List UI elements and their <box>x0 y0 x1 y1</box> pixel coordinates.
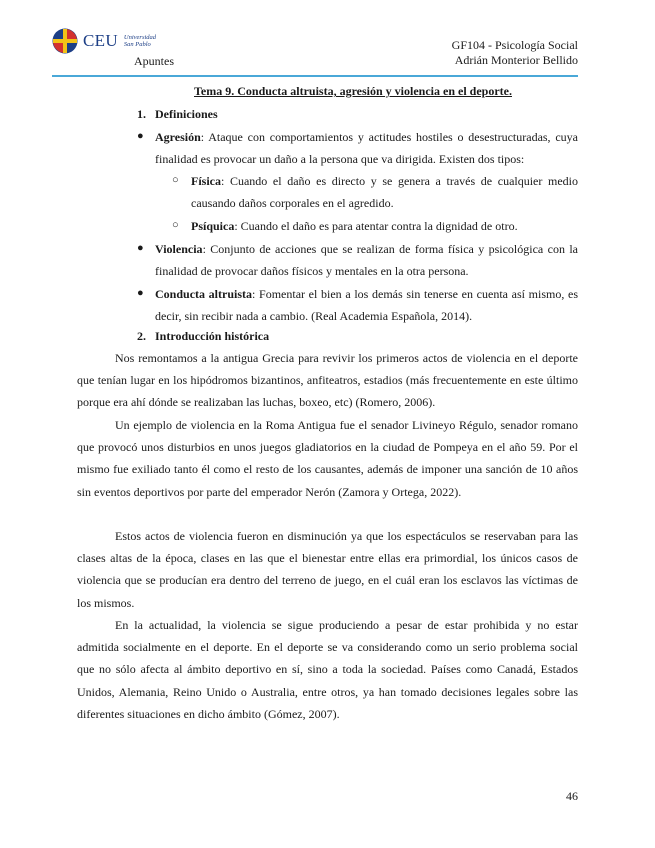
header-apuntes-label: Apuntes <box>134 54 174 68</box>
header-right-block <box>452 38 578 68</box>
definition-agresion <box>155 126 578 170</box>
paragraph-grecia: Nos remontamos a la antigua Grecia para revivir los primeros actos de violencia en el deporte que tenían lugar en los hipódromos bizantinos, anfiteatros, estadios (más frecuentemente en este último porque era ahí dónde se realizaban las luchas, boxeo, etc) (Romero, 2006). <box>77 351 578 410</box>
ceu-logo <box>52 28 156 54</box>
logo-sub-line-1: Universidad <box>123 34 157 41</box>
bullet-icon: ● <box>137 242 144 254</box>
text-agresion: : Ataque con comportamientos y actitudes hostiles o desestructuradas, cuya finalidad es provocar un daño a la persona que va dirigida. Existen dos tipos: <box>155 130 578 166</box>
paragraph-roma: Un ejemplo de violencia en la Roma Antigua fue el senador Livineyo Régulo, senador romano que provocó unos disturbios en unos juegos gladiatorios en la ciudad de Pompeya en el año 59. Por el mismo fue exiliado tanto él como el resto de los causantes, además de imponer una sanción de 10 años sin eventos deportivos por parte del emperador Nerón (Zamora y Ortega, 2022). <box>77 418 578 499</box>
definition-fisica <box>191 170 578 214</box>
paragraph-actualidad: En la actualidad, la violencia se sigue produciendo a pesar de estar prohibida y no estar admitida socialmente en el deporte. En el deporte se va considerando como un serio problema social que no sólo afecta al ámbito deportivo en sí, sino a toda la sociedad. Países como Canadá, Estados Unidos, Alemania, Reino Unido o Australia, entre otros, ya han tomado decisiones legales sobre las diferentes situaciones en dicho ámbito (Gómez, 2007). <box>77 618 578 721</box>
term-violencia: Violencia <box>155 242 203 256</box>
term-fisica: Física <box>191 174 221 188</box>
chapter-title: Tema 9. Conducta altruista, agresión y violencia en el deporte. <box>194 84 512 98</box>
header-author: Adrián Monterior Bellido <box>454 53 578 67</box>
text-fisica: : Cuando el daño es directo y se genera a través de cualquier medio causando daños corporales en el agredido. <box>191 174 578 210</box>
page-number: 46 <box>566 789 578 803</box>
bullet-icon: ● <box>137 287 144 299</box>
logo-sub-line-2: San Pablo <box>123 41 151 48</box>
section-1-heading: Definiciones <box>155 107 218 121</box>
logo-text: CEU <box>83 31 118 50</box>
section-2-heading: Introducción histórica <box>155 329 270 343</box>
section-2-number: 2. <box>137 329 146 343</box>
definition-altruista <box>155 283 578 327</box>
header-course: GF104 - Psicología Social <box>451 38 578 52</box>
logo-subtitle <box>124 34 156 48</box>
text-psiquica: : Cuando el daño es para atentar contra la dignidad de otro. <box>234 219 518 233</box>
definition-psiquica <box>191 215 578 237</box>
term-psiquica: Psíquica <box>191 219 235 233</box>
sub-bullet-icon: ○ <box>172 174 179 186</box>
sub-bullet-icon: ○ <box>172 219 179 231</box>
term-agresion: Agresión <box>155 130 201 144</box>
paragraph-disminucion: Estos actos de violencia fueron en disminución ya que los espectáculos se reservaban para las clases altas de la época, clases en las que el bienestar entre ellas era primordial, los únicos casos de violencia que se producían era dentro del terreno de juego, en el cuál eran los esclavos las víctimas de los mismos. <box>77 529 578 610</box>
section-1-number: 1. <box>137 107 146 121</box>
term-altruista: Conducta altruista <box>155 287 253 301</box>
text-altruista: : Fomentar el bien a los demás sin tenerse en cuenta así mismo, es decir, sin recibir nada a cambio. (Real Academia Española, 2014). <box>155 287 578 323</box>
definition-violencia <box>155 238 578 282</box>
header-divider <box>52 75 578 77</box>
text-violencia: : Conjunto de acciones que se realizan de forma física y psicológica con la finalidad de provocar daños físicos y mentales en la otra persona. <box>155 242 578 278</box>
ceu-emblem-icon <box>52 28 78 54</box>
bullet-icon: ● <box>137 130 144 142</box>
